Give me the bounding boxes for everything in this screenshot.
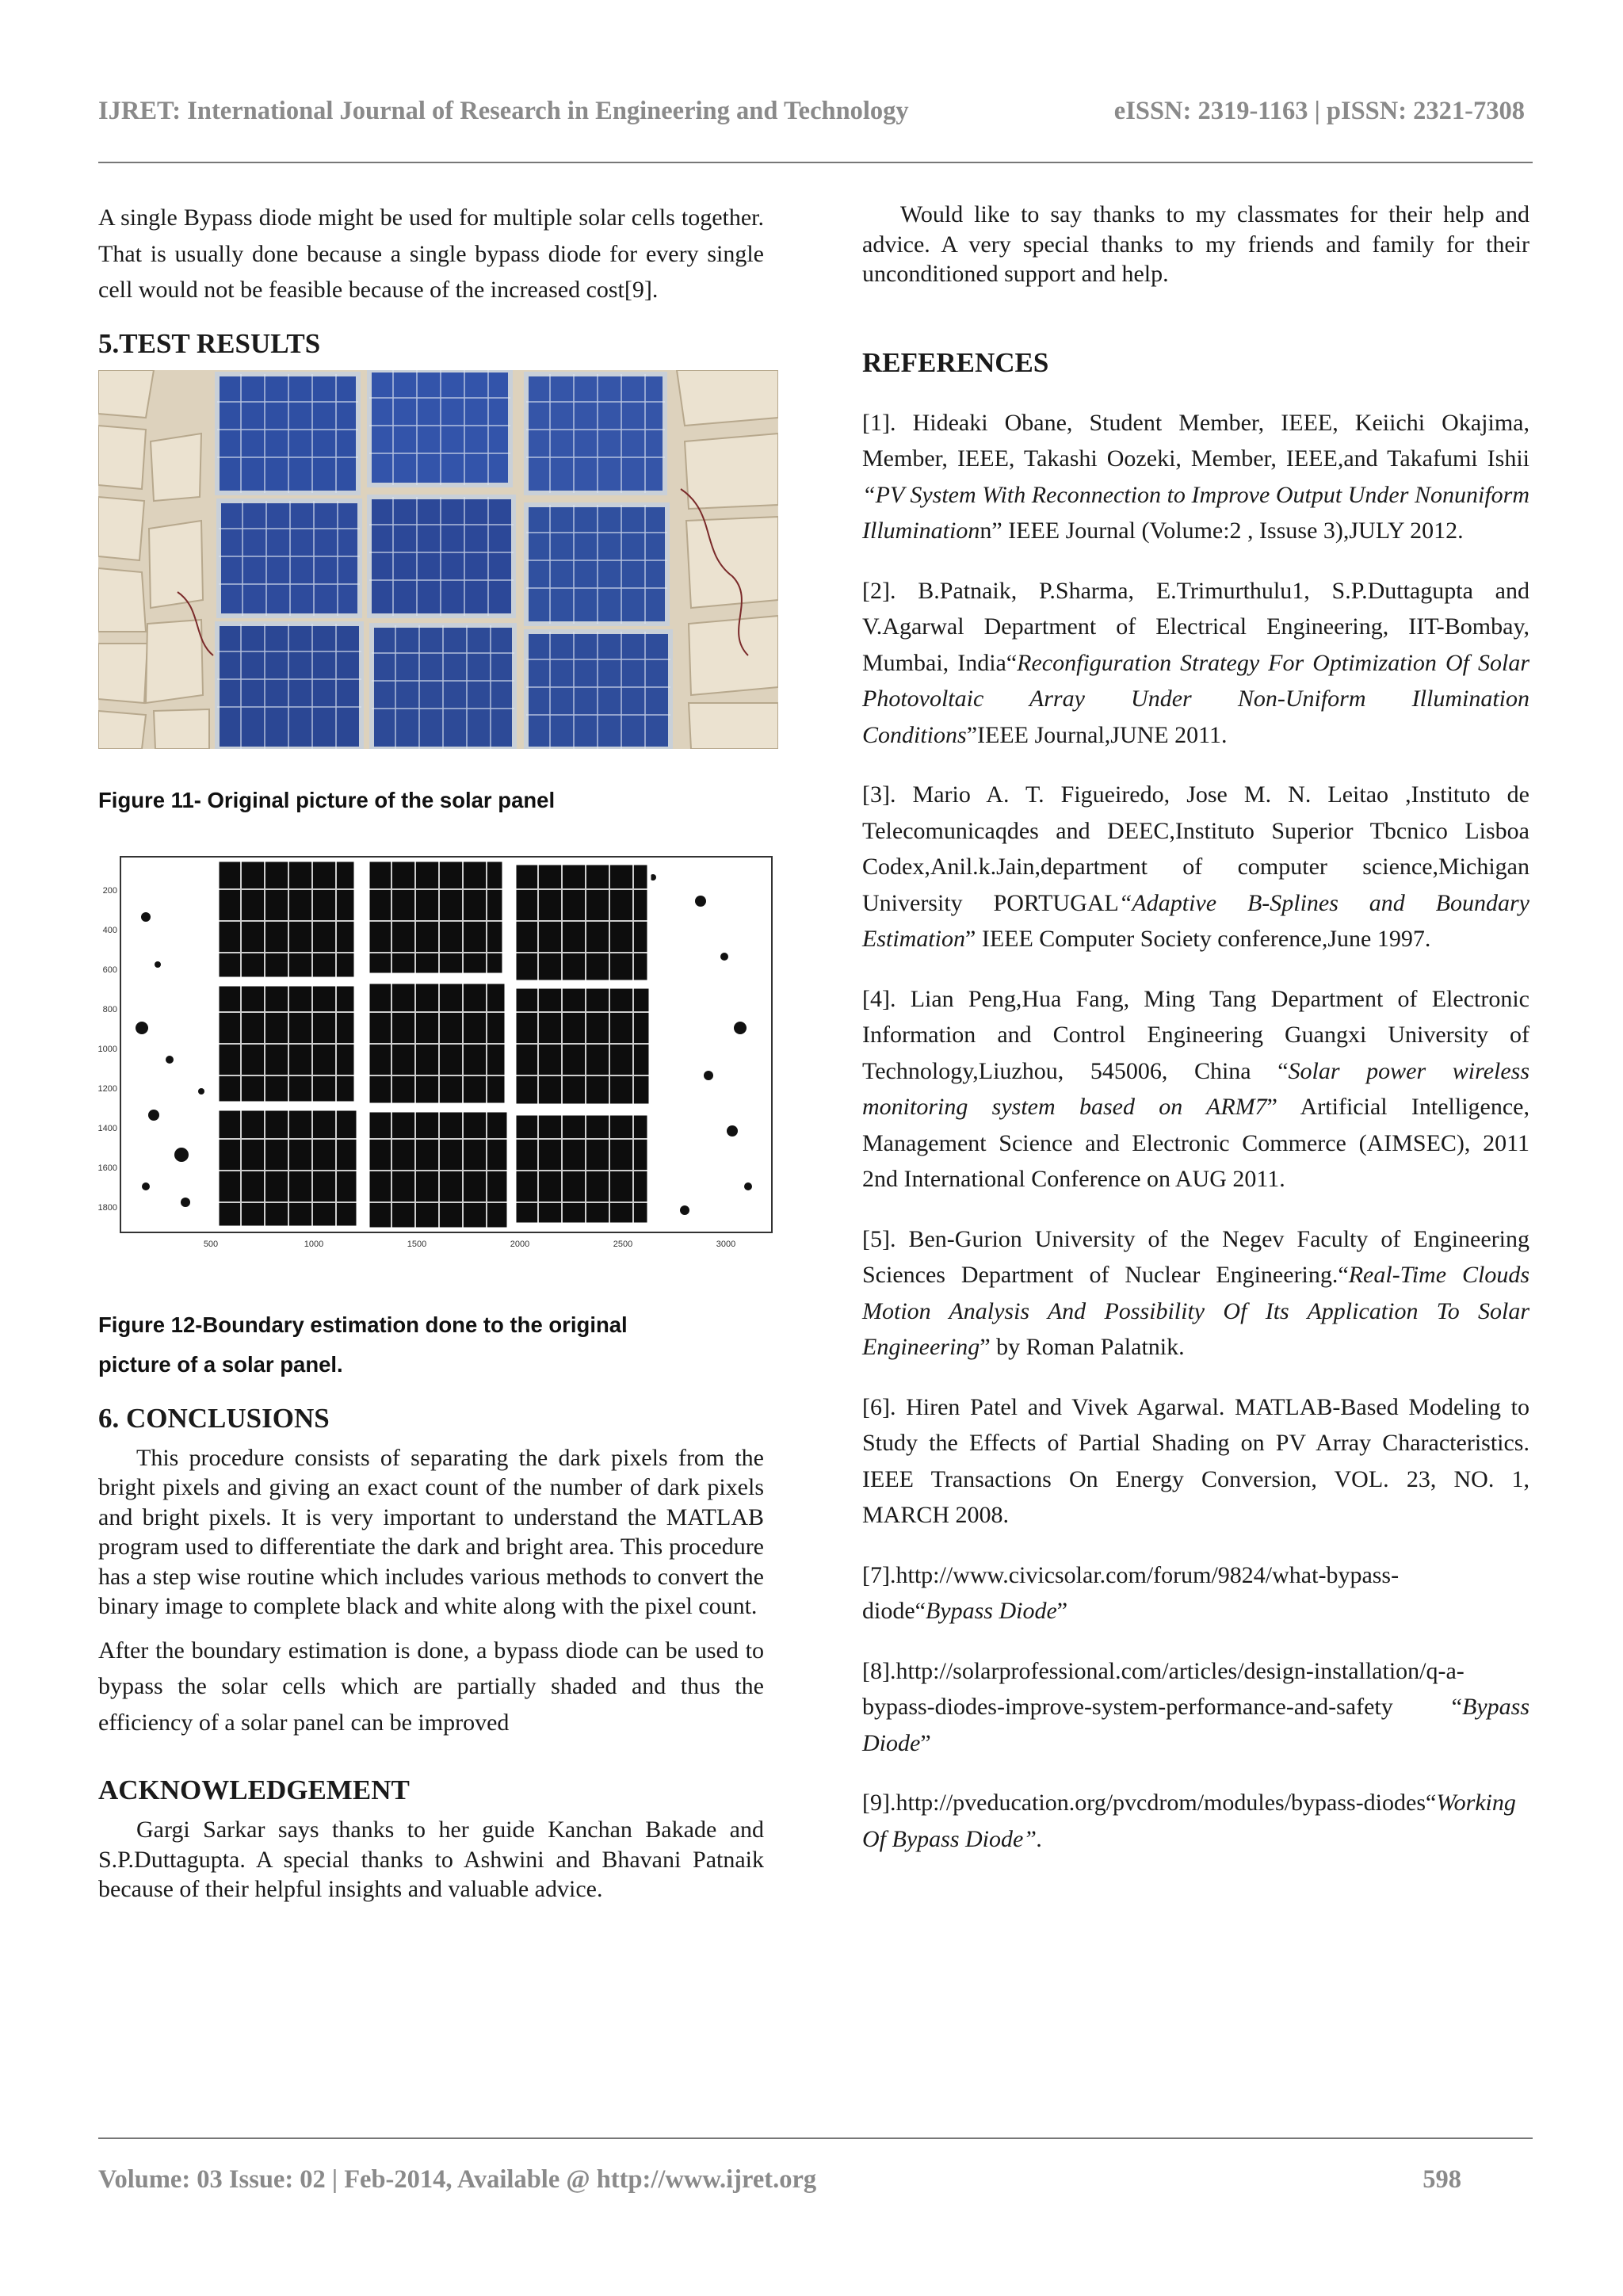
y-tick-label: 800 [102,1004,117,1014]
reference-text: [7].http://www.civicsolar.com/forum/9824/what-bypass-diode“ [862,1561,1400,1624]
thanks-paragraph: Would like to say thanks to my classmates for their help and advice. A very special thanks to my friends and family for their unconditioned support and help. [862,201,1529,287]
reference-text: [9].http://pveducation.org/pvcdrom/modules/bypass-diodes“ [862,1790,1437,1816]
reference-title: “Adaptive B-Splines and Boundary Estimation [862,889,1529,952]
volume-info: Volume: 03 Issue: 02 | Feb-2014, Available @ http://www.ijret.org [98,2165,817,2194]
right-column [862,200,1529,1857]
footer-rule [98,2137,1533,2139]
x-tick-label: 3000 [716,1239,736,1249]
acknowledgement-paragraph: Gargi Sarkar says thanks to her guide Kanchan Bakade and S.P.Duttagupta. A special thanks to Ashwini and Bhavani Patnaik because of their helpful insights and valuable advice. [98,1817,764,1902]
reference-item [862,1389,1529,1534]
reference-title: “PV System With Reconnection to Improve Output Under Nonuniform Illumination [862,481,1529,544]
reference-text: [4]. Lian Peng,Hua Fang, Ming Tang Department of Electronic Information and Control Engineering Guangxi University of Technology,Liuzhou, 545006, China “ [862,985,1529,1084]
left-column [98,200,764,1904]
reference-text: [6]. Hiren Patel and Vivek Agarwal. MATLAB-Based Modeling to Study the Effects of Partial Shading on PV Array Characteristics. IEEE Transactions On Energy Conversion, VOL. 23, NO. 1, MARCH 2008. [862,1393,1529,1528]
y-tick-label: 600 [102,965,117,975]
test-results-heading: 5.TEST RESULTS [98,327,321,359]
reference-item [862,1785,1529,1857]
reference-title: Real-Time Clouds Motion Analysis And Possibility Of Its Application To Solar Engineering [862,1262,1529,1360]
reference-text: [5]. Ben-Gurion University of the Negev Faculty of Engineering Sciences Department of Nuclear Engineering.“ [862,1225,1529,1288]
figure-12-caption-line-2: picture of a solar panel. [98,1351,343,1377]
issn: eISSN: 2319-1163 | pISSN: 2321-7308 [1113,97,1525,125]
intro-paragraph: A single Bypass diode might be used for multiple solar cells together. That is usually done because a single bypass diode for every single cell would not be feasible because of the increased cost[9]. [98,204,764,303]
page-number: 598 [1423,2165,1461,2194]
reference-title: Bypass Diode [925,1598,1057,1624]
reference-item [862,573,1529,754]
figure-12-caption-line-1: Figure 12-Boundary estimation done to the original [98,1312,628,1337]
reference-title: Reconfiguration Strategy For Optimization Of Solar Photovoltaic Array Under Non-Uniform Illumination Conditions [862,649,1529,748]
running-footer [98,2165,1461,2195]
figure-11-solar-panel-photo [98,370,778,749]
x-tick-label: 2500 [613,1239,633,1249]
x-tick-label: 2000 [510,1239,530,1249]
reference-text: n” IEEE Journal (Volume:2 , Issuse 3),JULY 2012. [980,518,1464,544]
reference-title: Working Of Bypass Diode”. [862,1790,1516,1852]
references-heading: REFERENCES [862,346,1049,378]
figure-11-caption: Figure 11- Original picture of the solar panel [98,787,556,812]
x-tick-label: 500 [203,1239,219,1249]
y-tick-label: 1800 [98,1202,117,1213]
reference-text: ” by Roman Palatnik. [980,1334,1185,1360]
reference-item [862,981,1529,1198]
journal-title: IJRET: International Journal of Research in Engineering and Technology [98,97,909,125]
conclusions-paragraph-2: After the boundary estimation is done, a bypass diode can be used to bypass the solar cells which are partially shaded and thus the efficiency of a solar panel can be improved [98,1637,764,1736]
reference-title: Solar power wireless monitoring system based on ARM7 [862,1057,1530,1120]
running-header [98,97,1525,126]
x-tick-label: 1000 [304,1239,324,1249]
reference-text: ” [920,1729,931,1756]
reference-text: [3]. Mario A. T. Figueiredo, Jose M. N. Leitao ,Instituto de Telecomunicaqdes and DEEC,Instituto Superior Tbcnico Lisboa Codex,Anil.k.Jain,department of computer science,Michigan University PORTUGAL [862,781,1529,916]
reference-list [862,405,1529,1858]
reference-item [862,1653,1529,1762]
y-tick-label: 1400 [98,1123,117,1133]
reference-text: ” IEEE Computer Society conference,June 1997. [965,926,1431,952]
reference-text: [8].http://solarprofessional.com/articles/design-installation/q-a-bypass-diodes-improve-system-performance-and-safety “ [862,1657,1465,1720]
header-rule [98,162,1533,163]
y-tick-label: 1600 [98,1163,117,1173]
acknowledgement-heading: ACKNOWLEDGEMENT [98,1775,410,1805]
y-tick-label: 1200 [98,1083,117,1094]
reference-text: ”IEEE Journal,JUNE 2011. [966,721,1228,748]
reference-item [862,405,1529,549]
reference-title: Bypass Diode [862,1694,1529,1756]
reference-text: [2]. B.Patnaik, P.Sharma, E.Trimurthulu1, S.P.Duttagupta and V.Agarwal Department of Electrical Engineering, IIT-Bombay, Mumbai, India“ [862,577,1529,676]
solar-panels [217,370,670,749]
x-tick-label: 1500 [407,1239,427,1249]
conclusions-heading: 6. CONCLUSIONS [98,1402,330,1434]
y-tick-label: 200 [102,885,117,896]
reference-item [862,1557,1529,1629]
reference-text: [1]. Hideaki Obane, Student Member, IEEE, Keiichi Okajima, Member, IEEE, Takashi Oozeki, Member, IEEE,and Takafumi Ishii [862,409,1529,472]
reference-item [862,1221,1529,1366]
reference-item [862,777,1529,957]
reference-text: ” [1056,1598,1068,1624]
figure-12-boundary-estimation [98,854,778,1256]
y-tick-label: 400 [102,925,117,935]
reference-text: ” Artificial Intelligence, Management Science and Electronic Commerce (AIMSEC), 2011 2nd International Conference on AUG 2011. [862,1094,1529,1192]
y-tick-label: 1000 [98,1044,117,1054]
conclusions-paragraph-1: This procedure consists of separating the dark pixels from the bright pixels and giving an exact count of the number of dark pixels and bright pixels. It is very important to understand the MATLAB program used to differentiate the dark and bright area. This procedure has a step wise routine which includes various methods to convert the binary image to complete black and white along with the pixel count. [98,1444,764,1619]
